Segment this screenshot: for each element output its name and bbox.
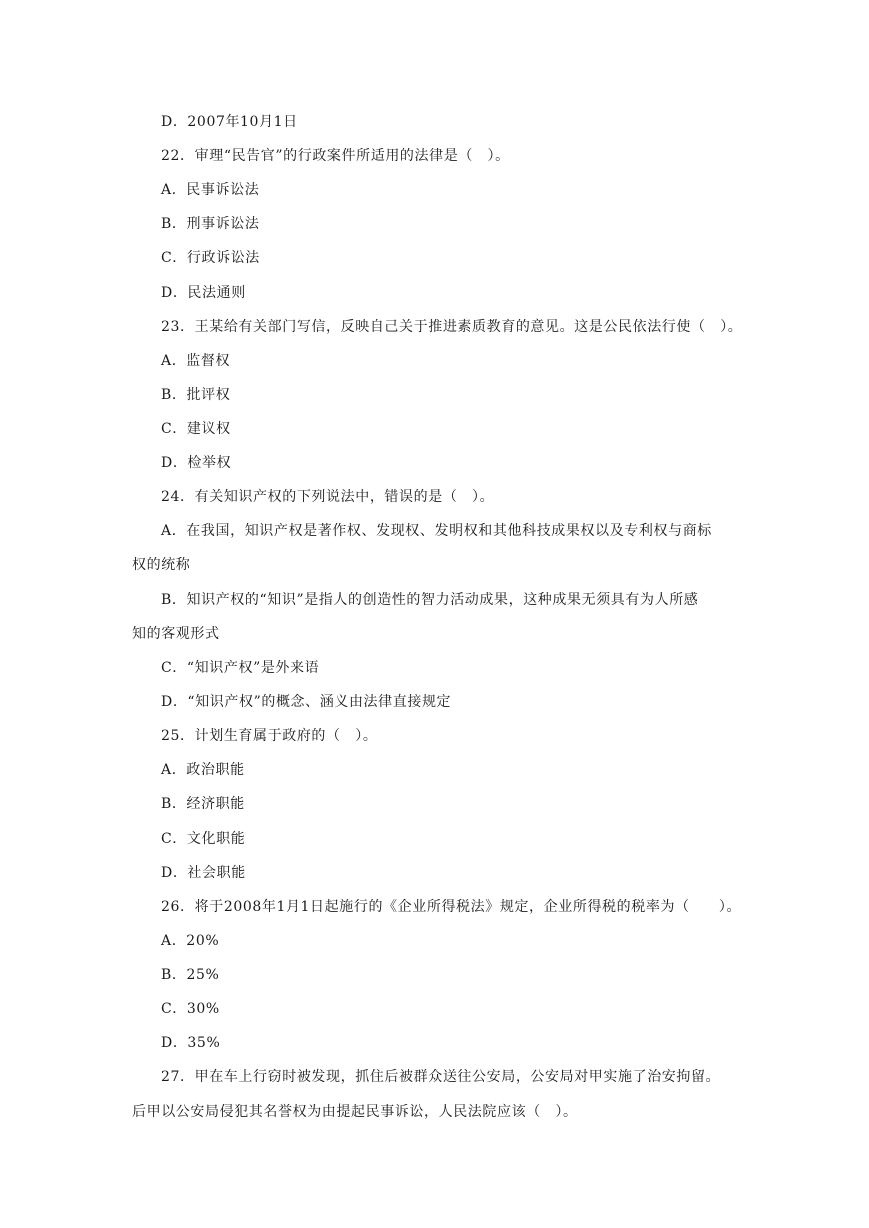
option-23-c: C．建议权 [161,421,231,437]
option-22-a: A．民事诉讼法 [161,182,260,198]
question-27: 27．甲在车上行窃时被发现，抓住后被群众送往公安局，公安局对甲实施了治安拘留。 [161,1069,721,1085]
question-25: 25．计划生育属于政府的（ ）。 [161,728,378,744]
option-25-a: A．政治职能 [161,762,245,778]
option-23-b: B．批评权 [161,387,231,403]
option-25-d: D．社会职能 [161,865,246,881]
option-24-a: A．在我国，知识产权是著作权、发现权、发明权和其他科技成果权以及专利权与商标 [161,523,712,539]
option-23-a: A．监督权 [161,353,231,369]
question-24: 24．有关知识产权的下列说法中，错误的是（ ）。 [161,489,495,505]
option-25-b: B．经济职能 [161,796,245,812]
question-26: 26．将于2008年1月1日起施行的《企业所得税法》规定，企业所得税的税率为（ ）。 [161,899,742,915]
option-24-b-continued: 知的客观形式 [132,626,220,642]
option-24-a-continued: 权的统称 [132,557,191,573]
question-27-continued: 后甲以公安局侵犯其名誉权为由提起民事诉讼，人民法院应该（ ）。 [132,1104,578,1120]
question-22: 22．审理“民告官”的行政案件所适用的法律是（ ）。 [161,148,510,164]
option-24-d: D．“知识产权”的概念、涵义由法律直接规定 [161,694,452,710]
question-23: 23．王某给有关部门写信，反映自己关于推进素质教育的意见。这是公民依法行使（ ）。 [161,319,743,335]
option-26-d: D．35% [161,1035,221,1051]
option-24-b: B．知识产权的“知识”是指人的创造性的智力活动成果，这种成果无须具有为人所感 [161,592,699,608]
option-22-d: D．民法通则 [161,285,246,301]
option-22-c: C．行政诉讼法 [161,250,260,266]
option-26-c: C．30% [161,1001,220,1017]
option-21-d: D．2007年10月1日 [161,114,298,130]
option-24-c: C．“知识产权”是外来语 [161,660,320,676]
option-26-b: B．25% [161,967,220,983]
option-22-b: B．刑事诉讼法 [161,216,260,232]
option-23-d: D．检举权 [161,455,232,471]
option-26-a: A．20% [161,933,220,949]
option-25-c: C．文化职能 [161,831,246,847]
